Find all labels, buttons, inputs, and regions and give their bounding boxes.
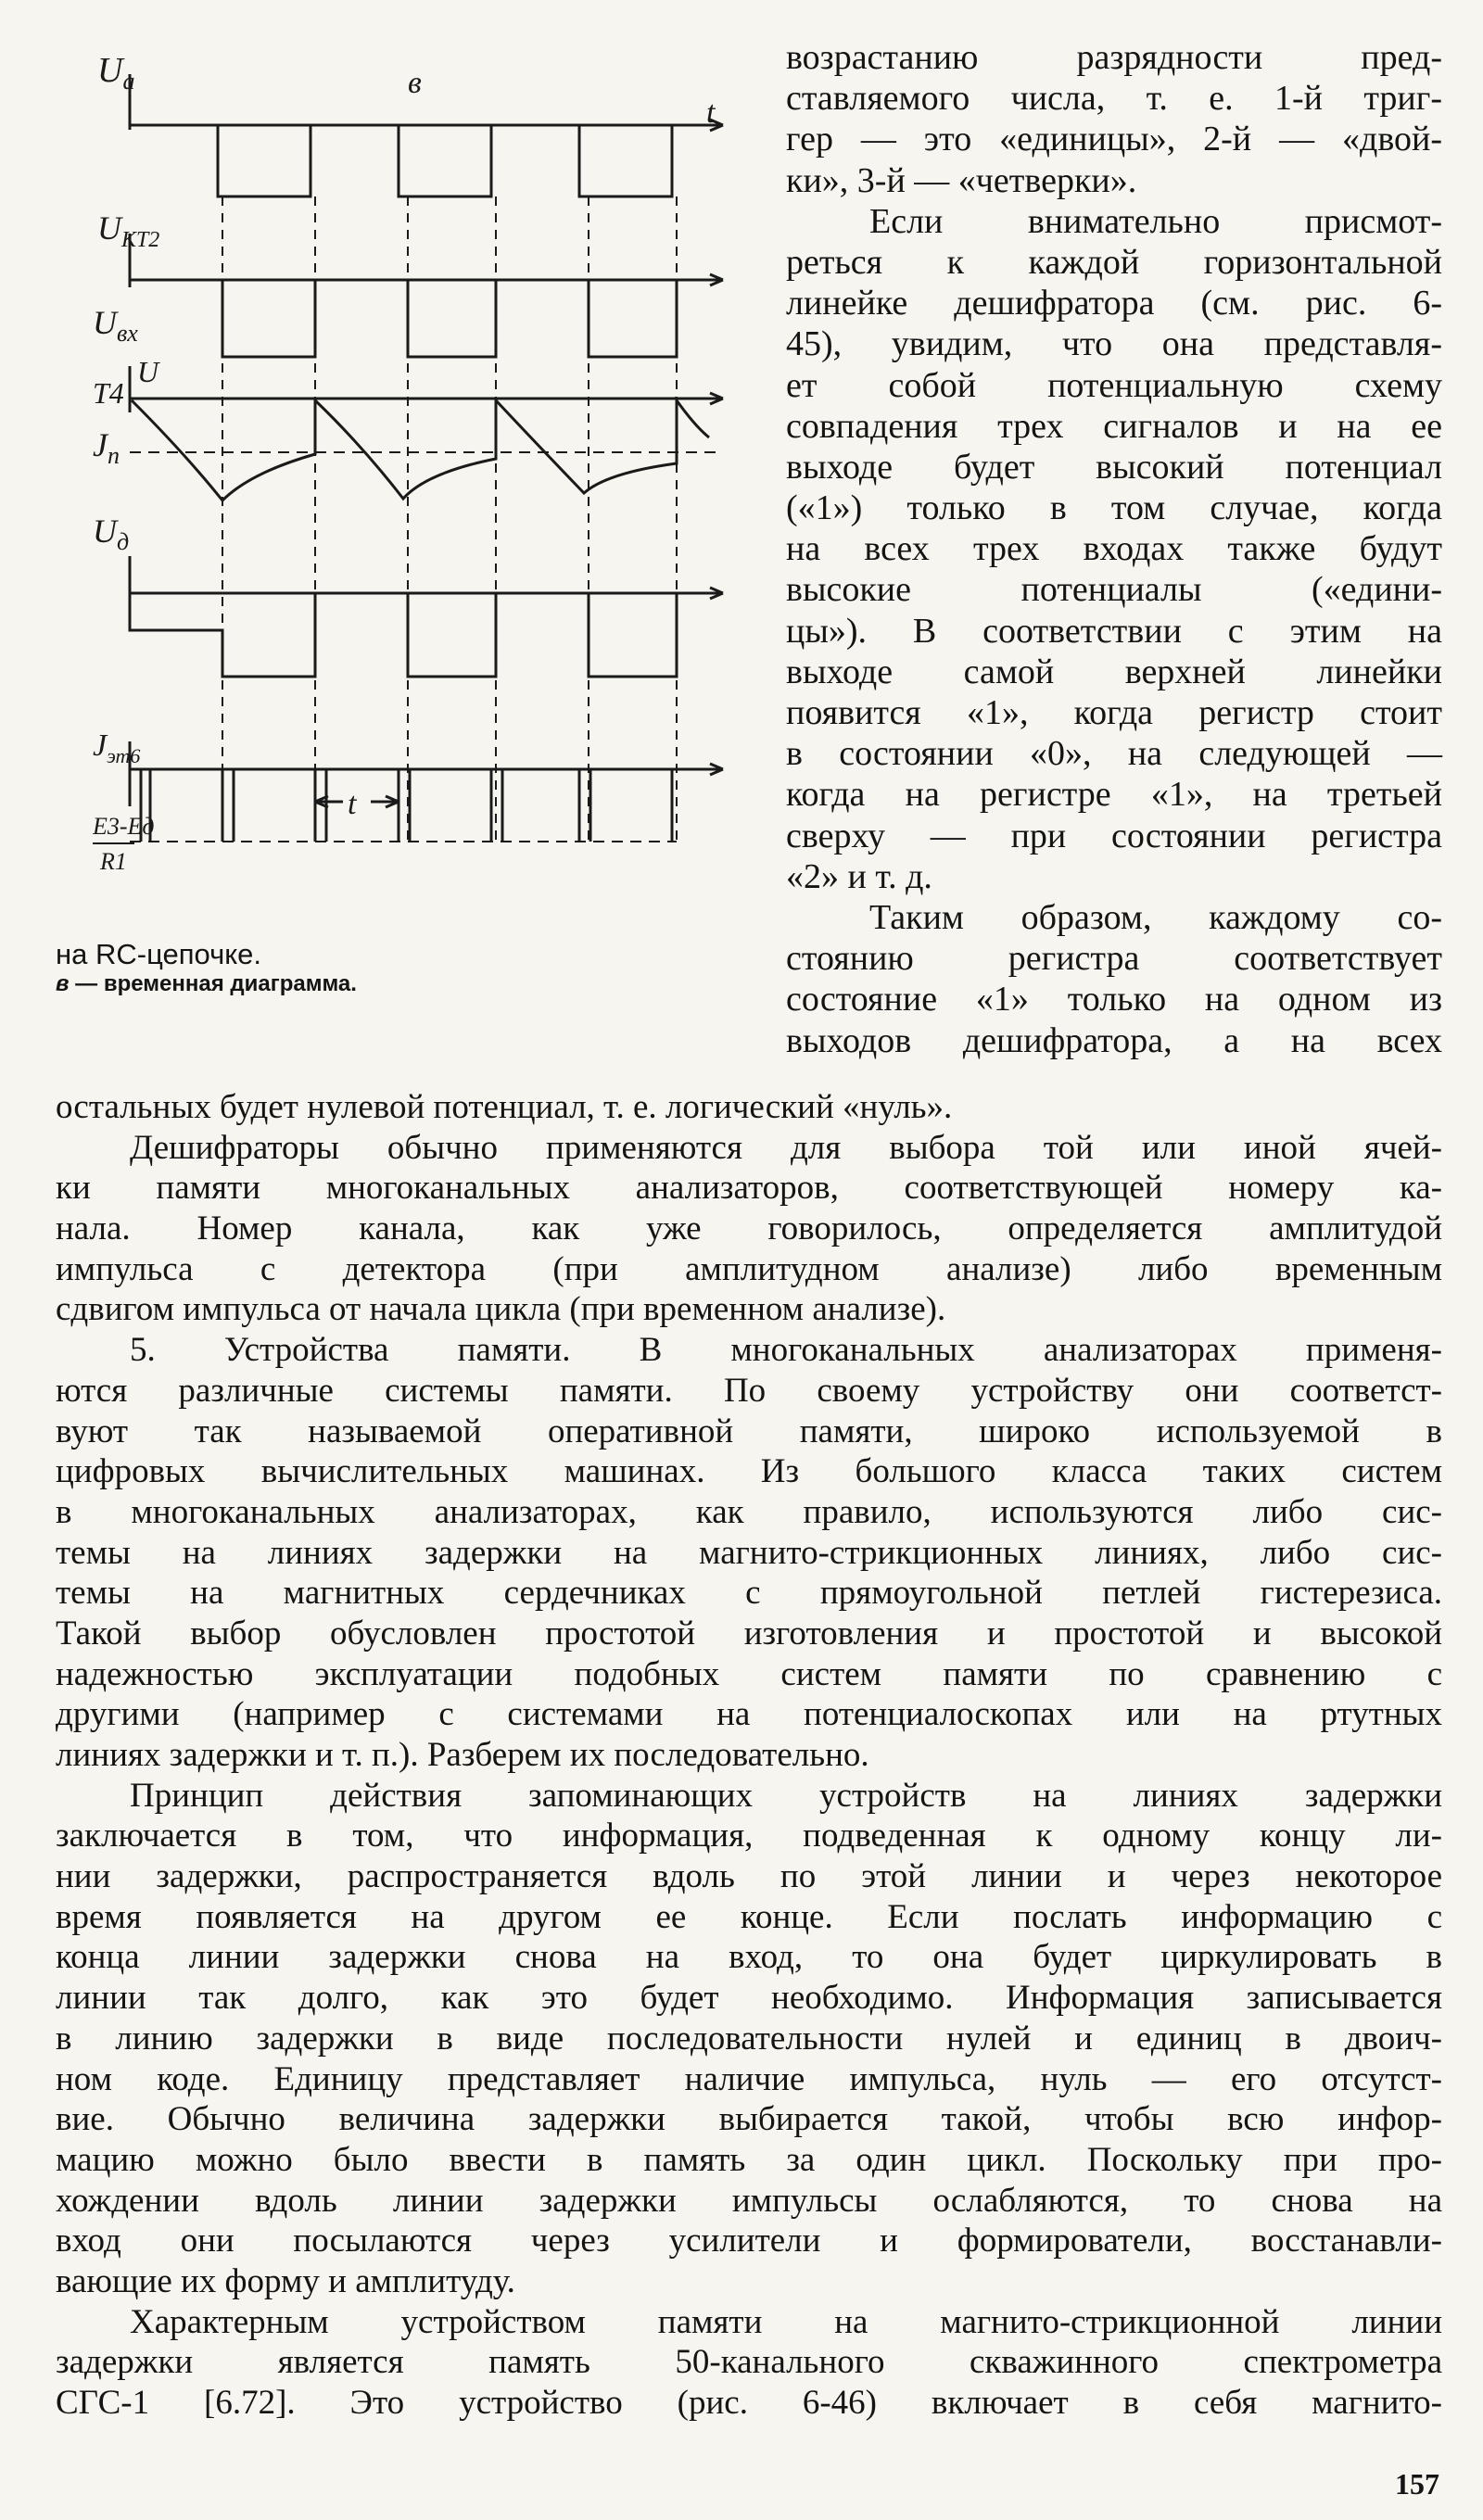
text-line: «2» и т. д. [786, 856, 932, 896]
text-line: появится «1», когда регистр стоит [786, 693, 1442, 732]
label-t4: T4 [93, 376, 124, 410]
text-line: ном коде. Единицу представляет наличие импульса, нуль — его отсутст- [56, 2059, 1442, 2098]
timing-diagram [93, 37, 760, 871]
label-u: U [137, 355, 159, 388]
text-line: высокие потенциалы («едини- [786, 570, 1442, 610]
text-line: другими (например с системами на потенциалоскопах или на ртутных [56, 1695, 1442, 1734]
text-line: конца линии задержки снова на вход, то она будет циркулировать в [56, 1938, 1442, 1977]
label-jet: J [93, 728, 108, 763]
waveform-ud [130, 593, 677, 677]
text-line: время появляется на другом ее конце. Если послать информацию с [56, 1897, 1442, 1936]
right-column-text [786, 37, 1442, 1061]
waveform-uvx [130, 280, 677, 357]
page-number: 157 [1395, 2467, 1439, 2501]
text-line: Дешифраторы обычно применяются для выбора той или иной ячей- [130, 1128, 1442, 1167]
text-line: линии так долго, как это будет необходимо. Информация записывается [56, 1979, 1442, 2018]
label-frac-den: R1 [100, 848, 127, 871]
text-line: сверху — при состоянии регистра [786, 816, 1442, 855]
text-line: остальных будет нулевой потенциал, т. е. логический «нуль». [56, 1088, 953, 1126]
text-line: 45), увидим, что она представля- [786, 324, 1442, 364]
text-line: на всех трех входах также будут [786, 529, 1442, 569]
svg-text:UКТ2: $U_{КТ2}$ [97, 209, 160, 252]
text-line: когда на регистре «1», на третьей [786, 775, 1442, 815]
text-line: задержки является память 50-канального скважинного спектрометра [56, 2343, 1442, 2382]
text-line: состояние «1» только на одном из [786, 980, 1442, 1019]
text-line: Принцип действия запоминающих устройств на линиях задержки [130, 1776, 1442, 1815]
text-line: надежностью эксплуатации подобных систем памяти по сравнению с [56, 1654, 1442, 1693]
text-line: Если внимательно присмот- [869, 201, 1442, 241]
text-line: импульса с детектора (при амплитудном анализе) либо временным [56, 1249, 1442, 1288]
text-line: линиях задержки и т. п.). Разберем их последовательно. [56, 1736, 869, 1774]
waveform-jet [141, 769, 672, 842]
caption-line-1: на RC-цепочке. [56, 938, 261, 970]
text-line: линейке дешифратора (см. рис. 6- [786, 284, 1442, 323]
text-line: хождении вдоль линии задержки импульсы ослабляются, то снова на [56, 2181, 1442, 2220]
text-line: темы на линиях задержки на магнито-стрикционных линиях, либо сис- [56, 1533, 1442, 1572]
text-line: вие. Обычно величина задержки выбирается такой, чтобы всю инфор- [56, 2100, 1442, 2139]
text-line: заключается в том, что информация, подведенная к одному концу ли- [56, 1817, 1442, 1855]
label-ukt: U [97, 209, 121, 247]
label-uvx: U [93, 304, 117, 341]
text-line: вающие их форму и амплитуду. [56, 2261, 515, 2300]
svg-text:Jэт6: $J_{эт6}$ [93, 728, 141, 767]
text-line: нала. Номер канала, как уже говорилось, определяется амплитудой [56, 1209, 1442, 1248]
svg-text:Jп: $J_п$ [93, 426, 120, 469]
text-line: ет собой потенциальную схему [786, 365, 1442, 405]
svg-text:Uд: $U_д$ [93, 513, 130, 555]
label-jp: J [93, 426, 108, 463]
text-line: возрастанию разрядности пред- [786, 38, 1442, 77]
label-t-interval: t [348, 787, 357, 821]
text-line: ки памяти многоканальных анализаторов, соответствующей номеру ка- [56, 1169, 1442, 1208]
label-panel: в [408, 66, 422, 100]
text-line: Таким образом, каждому со- [869, 897, 1442, 937]
section-heading-line: 5. Устройства памяти. В многоканальных анализаторах применя- [130, 1331, 1442, 1370]
caption-letter: в [56, 971, 70, 996]
text-line: выходов дешифратора, а на всех [786, 1020, 1442, 1060]
text-line: стоянию регистра соответствует [786, 939, 1442, 979]
text-line: сдвигом импульса от начала цикла (при временном анализе). [56, 1290, 946, 1329]
text-line: выходе будет высокий потенциал [786, 447, 1442, 487]
text-line: нии задержки, распространяется вдоль по этой линии и через некоторое [56, 1857, 1442, 1896]
text-line: СГС-1 [6.72]. Это устройство (рис. 6-46) включает в себя магнито- [56, 2384, 1442, 2422]
text-line: выходе самой верхней линейки [786, 652, 1442, 691]
text-line: («1») только в том случае, когда [786, 488, 1442, 528]
svg-text:Uвх: $U_{вх}$ [93, 304, 138, 347]
text-line: вуют так называемой оперативной памяти, широко используемой в [56, 1412, 1442, 1450]
label-t-axis: t [706, 95, 716, 130]
text-line: вход они посылаются через усилители и формирователи, восстанавли- [56, 2222, 1442, 2260]
text-line: ются различные системы памяти. По своему устройству они соответст- [56, 1371, 1442, 1410]
text-line: в многоканальных анализаторах, как правило, используются либо сис- [56, 1492, 1442, 1531]
text-line: цы»). В соответствии с этим на [786, 611, 1442, 651]
text-line: цифровых вычислительных машинах. Из большого класса таких систем [56, 1452, 1442, 1491]
text-line: мацию можно было ввести в память за один цикл. Поскольку при про- [56, 2140, 1442, 2179]
caption-text: — временная диаграмма. [69, 971, 357, 996]
text-line: в линию задержки в виде последовательности нулей и единиц в двоич- [56, 2019, 1442, 2058]
waveform-ua [130, 125, 704, 196]
text-line: в состоянии «0», на следующей — [786, 734, 1442, 774]
label-ua: U [97, 51, 123, 90]
text-line: ки», 3-й — «четверки». [786, 160, 1137, 200]
text-line: совпадения трех сигналов и на ее [786, 406, 1442, 446]
svg-text:Ua: $U_a$ [97, 51, 135, 95]
text-line: темы на магнитных сердечниках с прямоугольной петлей гистерезиса. [56, 1574, 1442, 1613]
text-line: Такой выбор обусловлен простотой изготовления и простотой и высокой [56, 1614, 1442, 1653]
text-line: реться к каждой горизонтальной [786, 242, 1442, 282]
text-line: Характерным устройством памяти на магнито-стрикционной линии [130, 2302, 1442, 2341]
text-line: гер — это «единицы», 2-й — «двой- [786, 120, 1442, 159]
label-ud: U [93, 513, 117, 550]
caption-line-2 [56, 971, 357, 997]
label-frac-num: E3-Eд [93, 813, 155, 840]
text-line: ставляемого числа, т. е. 1-й триг- [786, 79, 1442, 119]
full-width-text [56, 1087, 1442, 2424]
waveform-u [132, 400, 709, 500]
